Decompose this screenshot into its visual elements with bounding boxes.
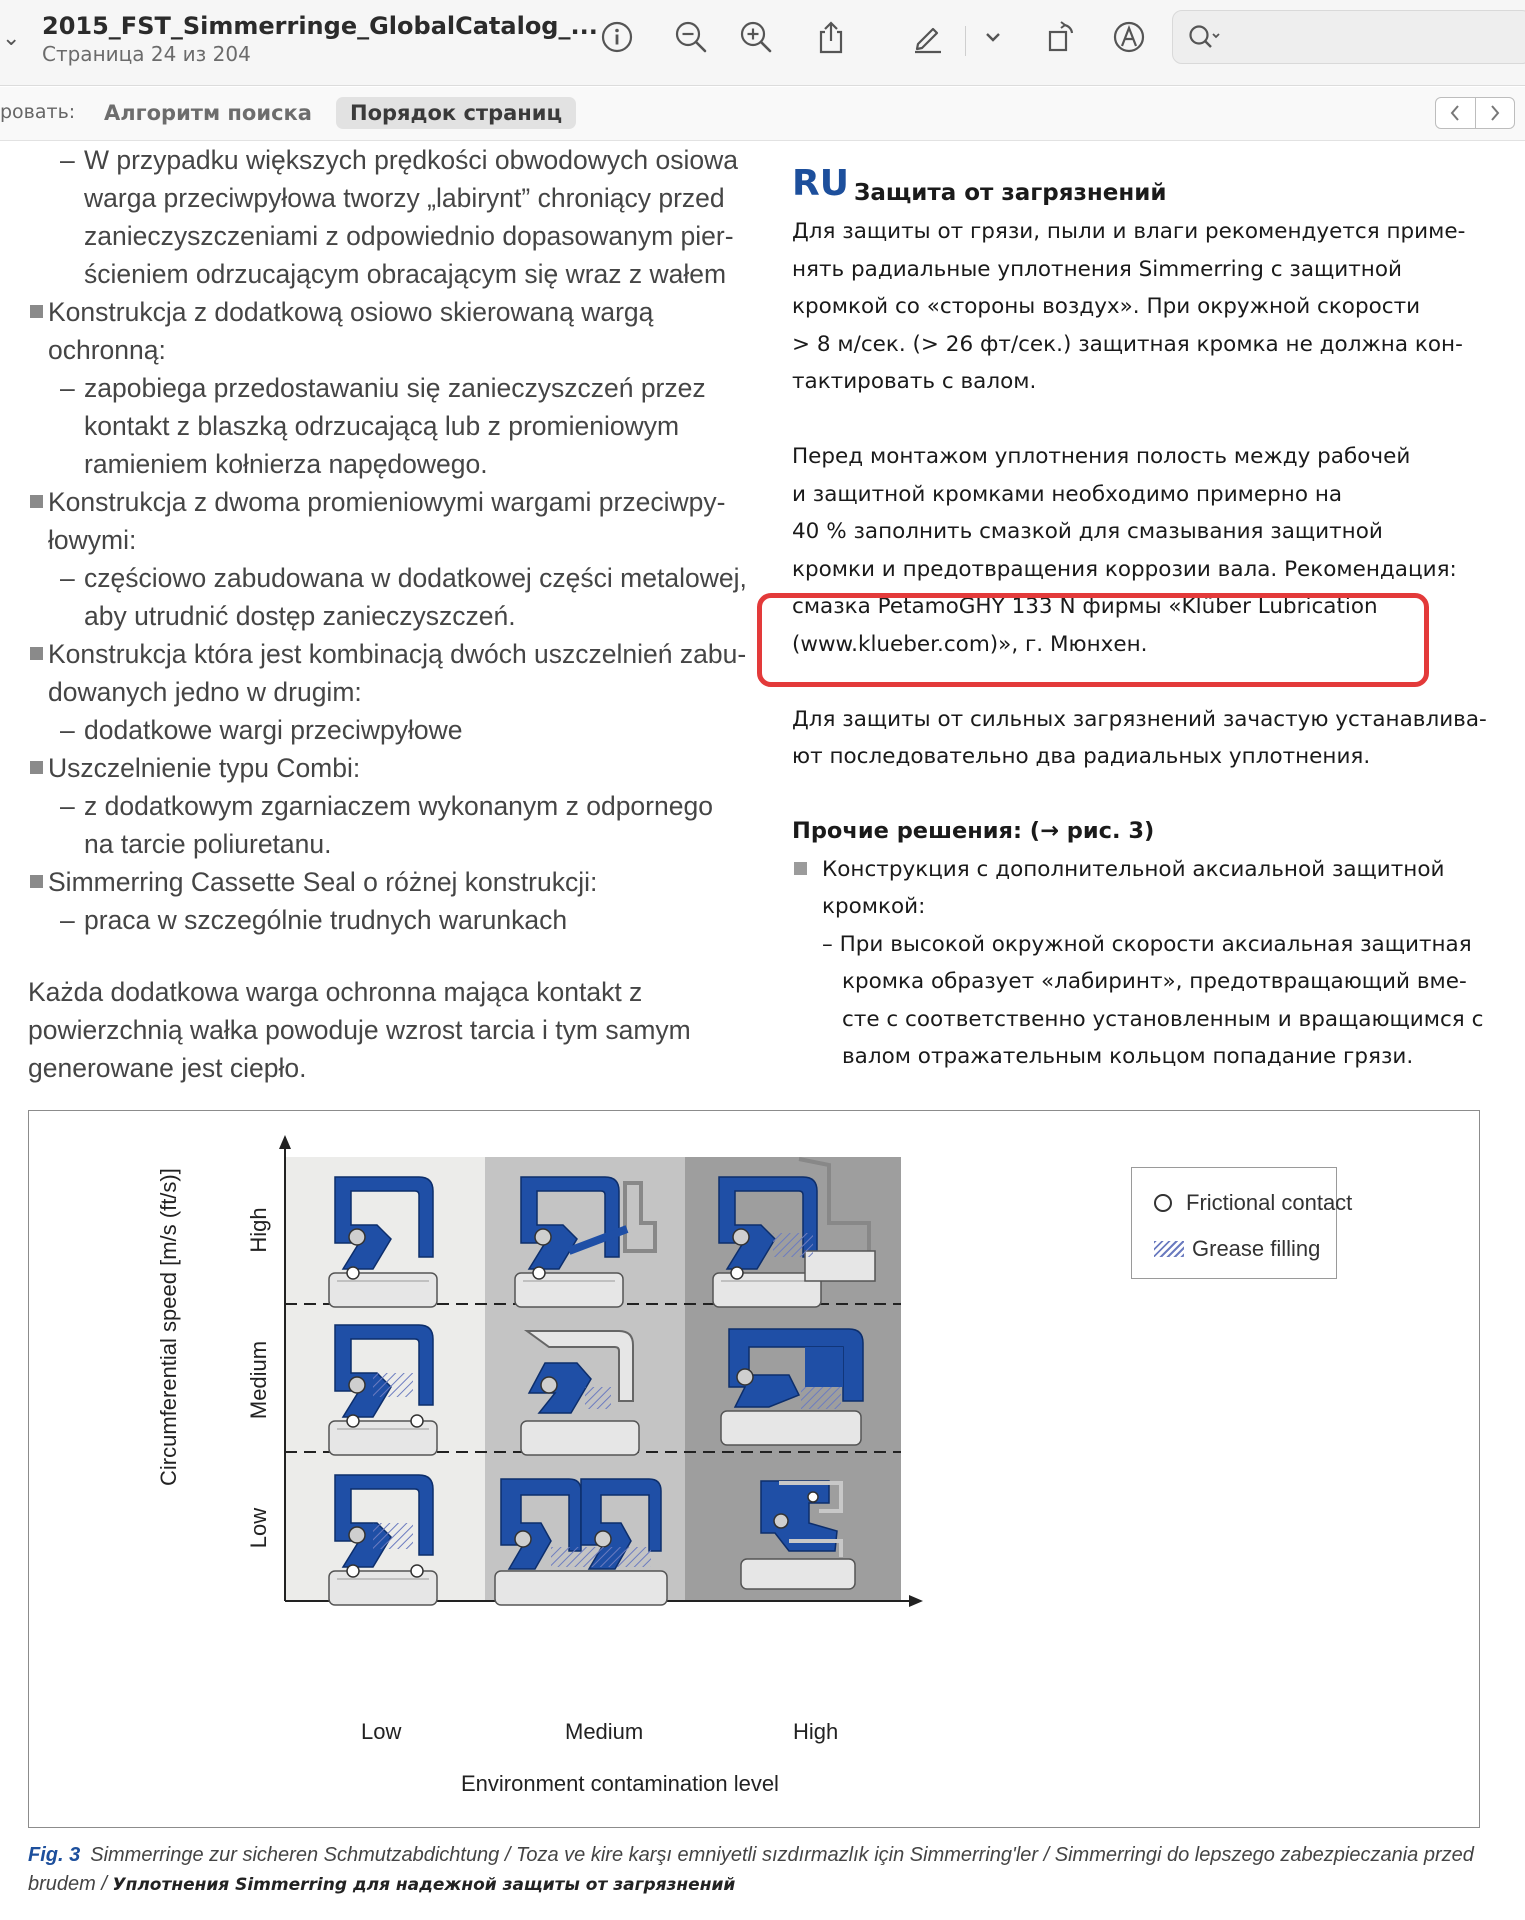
rotate-icon[interactable] (1038, 14, 1084, 60)
dash-marker: – (60, 145, 75, 175)
info-icon[interactable] (594, 14, 640, 60)
share-icon[interactable] (808, 14, 854, 60)
hatch-icon (1154, 1241, 1184, 1257)
y-level-high: High (246, 1207, 271, 1253)
text-line: кромки и предотвращения коррозии вала. Рекомендация: (792, 556, 1457, 582)
list-line: – W przypadku większych prędkości obwodowych osiowa (28, 141, 728, 179)
dash-marker: – (60, 715, 75, 745)
caption-text-ru: Уплотнения Simmerring для надежной защиты от загрязнений (112, 1875, 736, 1895)
list-line: Konstrukcja z dwoma promieniowymi wargami przeciwpy- (28, 483, 728, 521)
page-indicator: Страница 24 из 204 (42, 42, 251, 66)
language-tag: RU (792, 163, 849, 204)
markup-pen-icon[interactable] (905, 14, 951, 60)
text-line: кромкой со «стороны воздух». При окружной скорости (792, 294, 1421, 319)
list-line: zanieczyszczeniami z odpowiednio dopasowanym pier- (84, 221, 734, 251)
text-line: Для защиты от сильных загрязнений зачастую устанавлива- (792, 706, 1487, 732)
ru-paragraph-1 (792, 213, 1492, 401)
list-line: – zapobiega przedostawaniu się zanieczyszczeń przez (28, 369, 728, 407)
circle-icon (1154, 1194, 1172, 1212)
ru-paragraph-3 (792, 701, 1492, 776)
list-line: warga przeciwpyłowa tworzy „labirynt” chroniący przed (84, 183, 725, 213)
bullet-line: кромкой: (822, 894, 926, 919)
chevron-down-icon[interactable] (970, 14, 1016, 60)
legend-frictional-contact: Frictional contact (1154, 1190, 1352, 1216)
section-heading (792, 163, 1492, 213)
text-line: смазка PetamoGHY 133 N фирмы «Klüber Lubrication (792, 594, 1378, 619)
figure-legend (1131, 1167, 1353, 1279)
polish-list (28, 141, 747, 939)
bullet-square-icon (30, 305, 43, 318)
list-line: – z dodatkowym zgarniaczem wykonanym z odpornego (28, 787, 728, 825)
list-line: Simmerring Cassette Seal o różnej konstrukcji: (28, 863, 728, 901)
text-line: Перед монтажом уплотнения полость между рабочей (792, 444, 1411, 469)
dash-line: сте с соответственно установленным и вращающимся с (842, 1006, 1484, 1032)
text-line: (www.klueber.com)», г. Мюнхен. (792, 631, 1148, 657)
zoom-out-icon[interactable] (668, 14, 714, 60)
text-line: и защитной кромками необходимо примерно на (792, 481, 1343, 507)
annotate-icon[interactable] (1106, 14, 1152, 60)
document-page (0, 141, 1525, 1920)
search-algorithm-button[interactable]: Алгоритм поиска (104, 101, 312, 125)
list-line: Konstrukcja z dodatkową osiowo skierowaną wargą (28, 293, 728, 331)
text-line: > 8 м/сек. (> 26 фт/сек.) защитная кромка не должна кон- (792, 331, 1463, 357)
subheading: Прочие решения: (→ рис. 3) (792, 818, 1155, 844)
bullet-square-icon (794, 862, 807, 875)
figure-caption (28, 1841, 1488, 1900)
list-line: aby utrudnić dostęp zanieczyszczeń. (84, 601, 516, 631)
search-field[interactable] (1172, 10, 1525, 64)
text-line: нять радиальные уплотнения Simmerring с защитной (792, 256, 1402, 282)
polish-text-column: – W przypadku większych prędkości obwodowych osiowa warga przeciwpyłowa tworzy „labirynt” chroniący przed zanieczyszczeniami z odpowiednio dopasowanym pier- ścieniem odrzucającym obracającym się wraz z wałem Konstrukcja z dodatkową osiowo skierowaną wargą ochronną: – zapobiega przedostawaniu się zanieczyszczeń przez kontakt z blaszką odrzucającą lub z promieniowym ramieniem kołnierza napędowego. Konstrukcja z dwoma promieniowymi wargami przeciwpy- łowymi: – częściowo zabudowana w dodatkowej części metalowej, aby utrudnić dostęp zanieczyszczeń. Konstrukcja która jest kombinacją dwóch uszczelnień zabu- dowanych jedno w drugim: – dodatkowe wargi przeciwpyłowe Uszczelnienie typu Combi: – z dodatkowym zgarniaczem wykonanym z odpornego na tarcie poliuretanu. Simmerring Cassette Seal o różnej konstrukcji: – praca w szczególnie trudnych warunkach Każda dodatkowa warga ochronna mająca kontakt z powierzchnią wałka powoduje wzrost tarcia i tym samym generowane jest ciepło. (28, 141, 728, 939)
y-level-low: Low (246, 1507, 271, 1549)
dash-marker: – (60, 563, 75, 593)
list-line: – dodatkowe wargi przeciwpyłowe (28, 711, 728, 749)
text-line: ют последовательно два радиальных уплотнения. (792, 744, 1371, 769)
dash-line: валом отражательным кольцом попадание грязи. (842, 1044, 1414, 1069)
page-order-button[interactable]: Порядок страниц (336, 97, 576, 129)
zoom-in-icon[interactable] (733, 14, 779, 60)
text-line: 40 % заполнить смазкой для смазывания защитной (792, 519, 1383, 544)
previous-result-button[interactable] (1436, 98, 1475, 128)
search-icon (1187, 23, 1221, 53)
next-result-button[interactable] (1475, 98, 1515, 128)
result-navigation (1435, 97, 1515, 129)
list-line: Konstrukcja która jest kombinacją dwóch uszczelnień zabu- (28, 635, 728, 673)
figure-3 (28, 1110, 1480, 1828)
list-line: – częściowo zabudowana w dodatkowej części metalowej, (28, 559, 728, 597)
x-level-medium: Medium (565, 1719, 644, 1744)
legend-grease-filling: Grease filling (1154, 1236, 1320, 1262)
x-level-low: Low (361, 1719, 402, 1744)
y-axis-label: Circumferential speed [m/s (ft/s)] (156, 1168, 181, 1486)
seal-high-medium (721, 1329, 863, 1445)
sort-label: ровать: (0, 101, 76, 123)
list-line: dowanych jedno w drugim: (48, 677, 362, 707)
chevron-left-icon (1448, 103, 1462, 123)
dash-line: – При высокой окружной скорости аксиальная защитная (822, 931, 1472, 957)
list-line: na tarcie poliuretanu. (84, 829, 332, 859)
toolbar-separator (965, 26, 966, 56)
red-highlight-box (757, 593, 1429, 687)
section-title: Защита от загрязнений (854, 180, 1167, 206)
x-level-high: High (793, 1719, 839, 1744)
dash-marker: – (60, 373, 75, 403)
bullet-square-icon (30, 761, 43, 774)
list-line: kontakt z blaszką odrzucającą lub z promieniowym (84, 411, 680, 441)
bullet-line: Конструкция с дополнительной аксиальной защитной (792, 851, 1492, 889)
toolbar (0, 0, 1525, 86)
y-level-medium: Medium (246, 1340, 271, 1420)
dash-marker: – (60, 905, 75, 935)
document-title: 2015_FST_Simmerringe_GlobalCatalog_... (42, 12, 598, 40)
list-line: – praca w szczególnie trudnych warunkach (28, 901, 728, 939)
caption-text: Simmerringe zur sicheren Schmutzabdichtung / Toza ve kire karşı emniyetli sızdırmazlık için Simmerring'ler / Simmerringi do lepszego zabezpieczania przed brudem / (28, 1844, 1474, 1895)
list-line: ramieniem kołnierza napędowego. (84, 449, 488, 479)
list-line: łowymi: (48, 525, 137, 555)
chevron-right-icon (1488, 103, 1502, 123)
dash-line: кромка образует «лабиринт», предотвращающий вме- (842, 969, 1467, 994)
bullet-square-icon (30, 875, 43, 888)
caption-figure-number: Fig. 3 (28, 1844, 81, 1866)
text-line: Для защиты от грязи, пыли и влаги рекомендуется приме- (792, 219, 1466, 244)
dash-marker: – (60, 791, 75, 821)
x-axis-label: Environment contamination level (461, 1771, 779, 1796)
sidebar-toggle-chevron-icon[interactable]: ⌄ (2, 26, 21, 51)
list-line: Uszczelnienie typu Combi: (28, 749, 728, 787)
text-line: тактировать с валом. (792, 369, 1037, 394)
bullet-square-icon (30, 647, 43, 660)
search-options-bar (0, 87, 1525, 141)
bullet-square-icon (30, 495, 43, 508)
list-line: ścieniem odrzucającym obracającym się wraz z wałem (84, 259, 727, 289)
list-line: ochronną: (48, 335, 166, 365)
